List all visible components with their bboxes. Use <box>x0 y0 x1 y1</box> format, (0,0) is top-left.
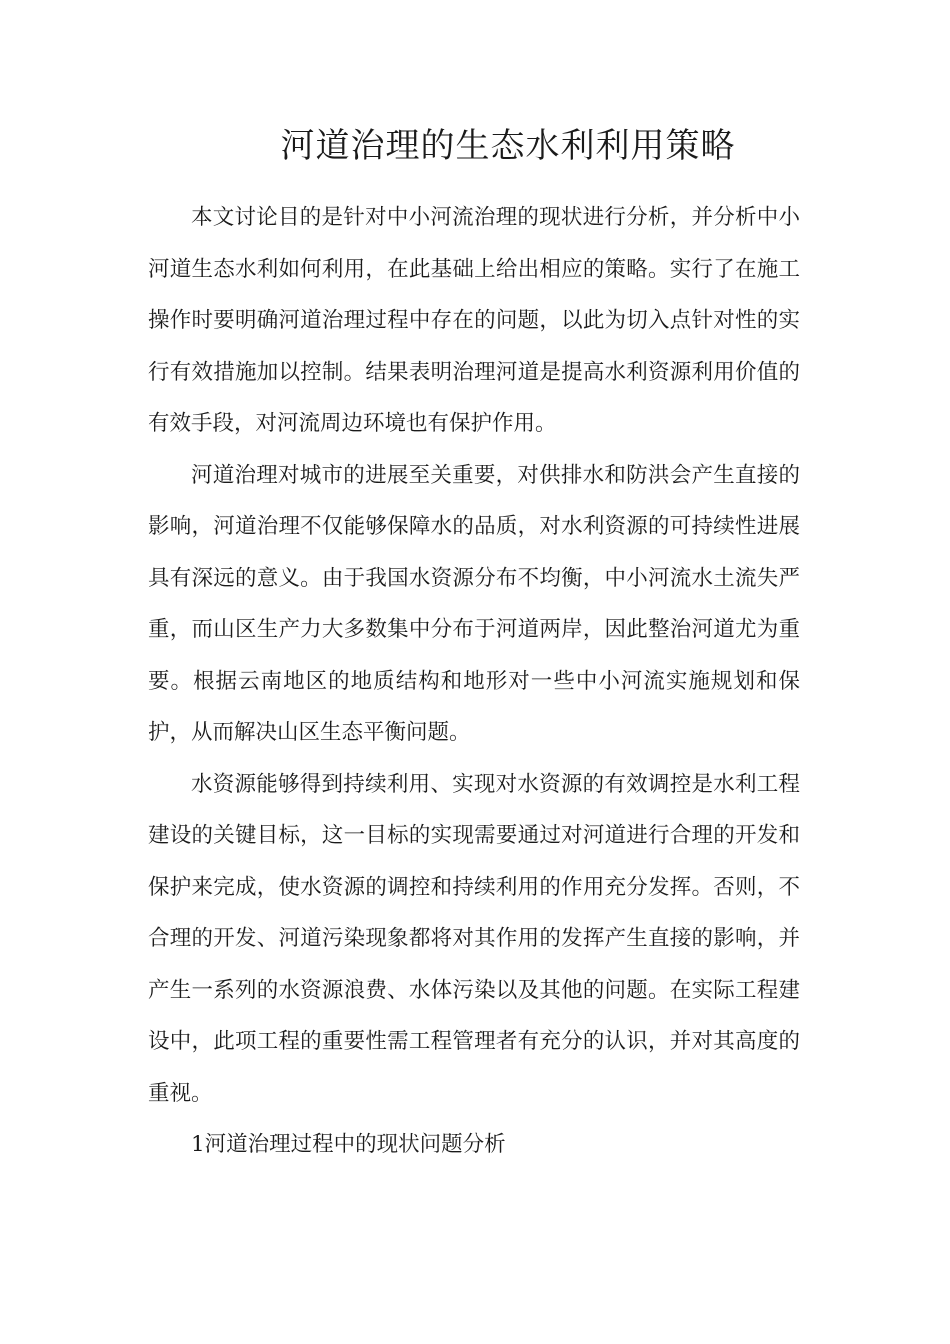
section-heading: 1河道治理过程中的现状问题分析 <box>191 1132 506 1157</box>
paragraph-1: 本文讨论目的是针对中小河流治理的现状进行分析，并分析中小河道生态水利如何利用，在此基础上给出相应的策略。实行了在施工操作时要明确河道治理过程中存在的问题，以此为切入点针对性的实行有效措施加以控制。结果表明治理河道是提高水利资源利用价值的有效手段，对河流周边环境也有保护作用。 <box>148 205 800 436</box>
paragraph-3: 水资源能够得到持续利用、实现对水资源的有效调控是水利工程建设的关键目标，这一目标的实现需要通过对河道进行合理的开发和保护来完成，使水资源的调控和持续利用的作用充分发挥。否则，不合理的开发、河道污染现象都将对其作用的发挥产生直接的影响，并产生一系列的水资源浪费、水体污染以及其他的问题。在实际工程建设中，此项工程的重要性需工程管理者有充分的认识，并对其高度的重视。 <box>148 771 800 1106</box>
document-title: 河道治理的生态水利利用策略 <box>280 126 736 166</box>
document-body <box>148 192 800 1171</box>
paragraph-2: 河道治理对城市的进展至关重要，对供排水和防洪会产生直接的影响，河道治理不仅能够保障水的品质，对水利资源的可持续性进展具有深远的意义。由于我国水资源分布不均衡，中小河流水土流失严重，而山区生产力大多数集中分布于河道两岸，因此整治河道尤为重要。根据云南地区的地质结构和地形对一些中小河流实施规划和保护，从而解决山区生态平衡问题。 <box>148 462 800 745</box>
